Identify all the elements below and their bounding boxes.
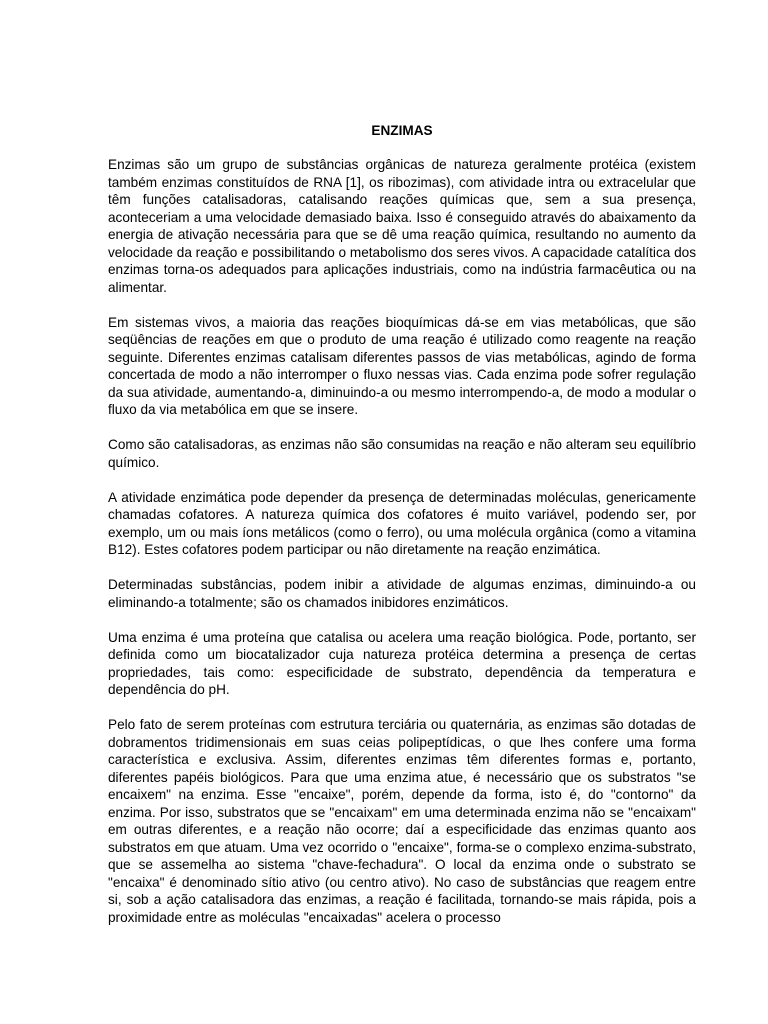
paragraph-4: A atividade enzimática pode depender da presença de determinadas moléculas, genericamente chamadas cofatores. A natureza química dos cofatores é muito variável, podendo ser, por exemplo, um ou mais íons metálicos (como o ferro), ou uma molécula orgânica (como a vitamina B12). Estes cofatores podem participar ou não diretamente na reação enzimática. bbox=[108, 489, 696, 557]
paragraph-7: Pelo fato de serem proteínas com estrutura terciária ou quaternária, as enzimas são dotadas de dobramentos tridimensionais em suas ceias polipeptídicas, o que lhes confere uma forma característica e exclusiva. Assim, diferentes enzimas têm diferentes formas e, portanto, diferentes papéis biológicos. Para que uma enzima atue, é necessário que os substratos "se encaixem" na enzima. Esse "encaixe", porém, depende da forma, isto é, do "contorno" da enzima. Por isso, substratos que se "encaixam" em uma determinada enzima não se "encaixam" em outras diferentes, e a reação não ocorre; daí a especificidade das enzimas quanto aos substratos em que atuam. Uma vez ocorrido o "encaixe", forma-se o complexo enzima-substrato, que se assemelha ao sistema "chave-fechadura". O local da enzima onde o substrato se "encaixa" é denominado sítio ativo (ou centro ativo). No caso de substâncias que reagem entre si, sob a ação catalisadora das enzimas, a reação é facilitada, tornando-se mais rápida, pois a proximidade entre as moléculas "encaixadas" acelera o processo bbox=[108, 717, 696, 925]
document-body bbox=[108, 156, 696, 944]
paragraph-5: Determinadas substâncias, podem inibir a atividade de algumas enzimas, diminuindo-a ou eliminando-a totalmente; são os chamados inibidores enzimáticos. bbox=[108, 577, 696, 610]
paragraph-6: Uma enzima é uma proteína que catalisa ou acelera uma reação biológica. Pode, portanto, ser definida como um biocatalizador cuja natureza protéica determina a presença de certas propriedades, tais como: especificidade de substrato, dependência da temperatura e dependência do pH. bbox=[108, 629, 696, 697]
paragraph-1: Enzimas são um grupo de substâncias orgânicas de natureza geralmente protéica (existem também enzimas constituídos de RNA [1], os ribozimas), com atividade intra ou extracelular que têm funções catalisadoras, catalisando reações químicas que, sem a sua presença, aconteceriam a uma velocidade demasiado baixa. Isso é conseguido através do abaixamento da energia de ativação necessária para que se dê uma reação química, resultando no aumento da velocidade da reação e possibilitando o metabolismo dos seres vivos. A capacidade catalítica dos enzimas torna-os adequados para aplicações industriais, como na indústria farmacêutica ou na alimentar. bbox=[108, 157, 696, 295]
paragraph-3: Como são catalisadoras, as enzimas não são consumidas na reação e não alteram seu equilíbrio químico. bbox=[108, 437, 696, 470]
document-title: ENZIMAS bbox=[371, 123, 433, 138]
paragraph-2: Em sistemas vivos, a maioria das reações bioquímicas dá-se em vias metabólicas, que são seqüências de reações em que o produto de uma reação é utilizado como reagente na reação seguinte. Diferentes enzimas catalisam diferentes passos de vias metabólicas, agindo de forma concertada de modo a não interromper o fluxo nessas vias. Cada enzima pode sofrer regulação da sua atividade, aumentando-a, diminuindo-a ou mesmo interrompendo-a, de modo a modular o fluxo da via metabólica em que se insere. bbox=[108, 314, 696, 417]
